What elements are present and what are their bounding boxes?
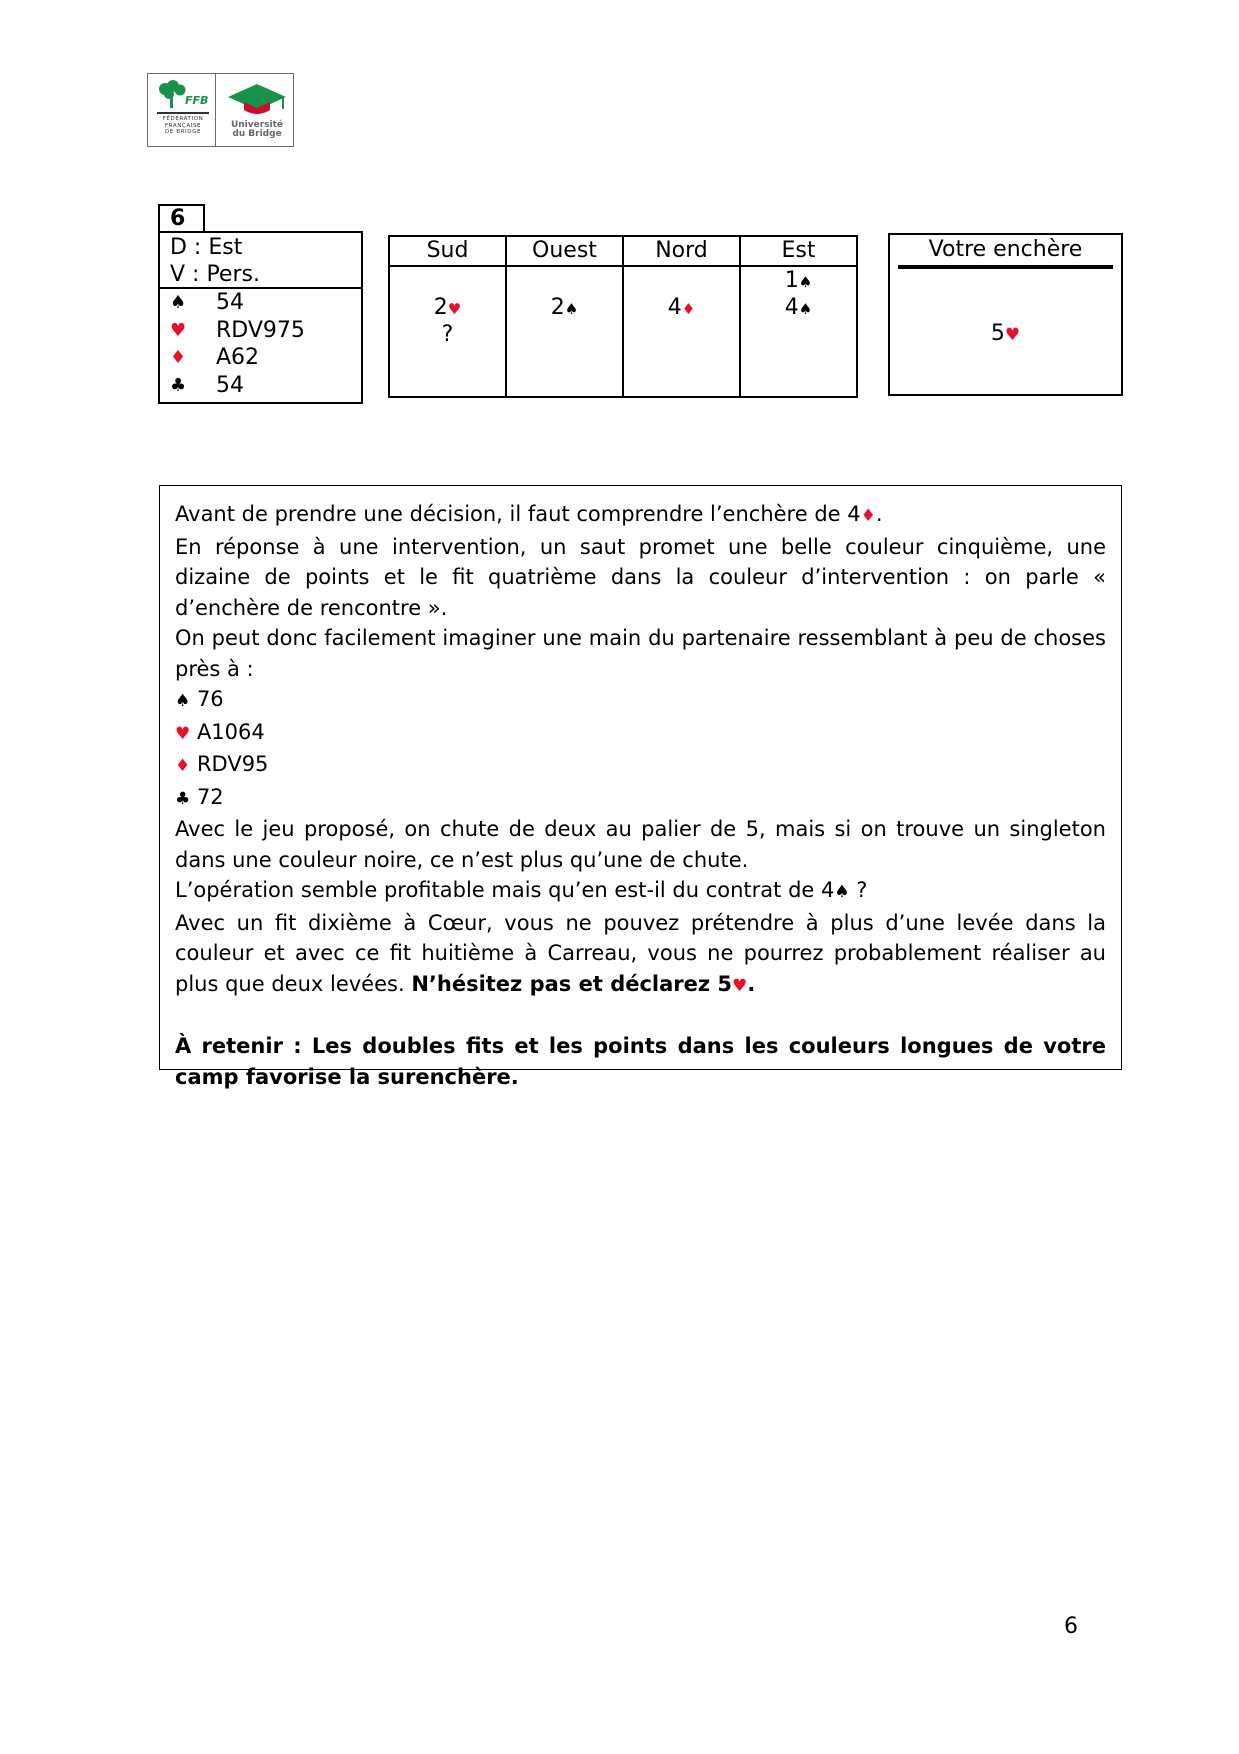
hand-row-diamonds bbox=[170, 344, 361, 372]
bid-level: 4 bbox=[784, 295, 799, 320]
tree-icon bbox=[156, 80, 188, 110]
commentary-text: Avec un fit dixième à Cœur, vous ne pouvez prétendre à plus d’une levée dans la couleur et avec ce fit huitième à Carreau, vous ne pourrez probablement réaliser au plus que deux levées. bbox=[175, 910, 1106, 996]
club-cards: 54 bbox=[216, 372, 244, 398]
partner-hand-row bbox=[175, 684, 1106, 717]
spade-icon: ♠ bbox=[834, 882, 850, 902]
diamond-icon: ♦ bbox=[860, 506, 876, 526]
bid-cell bbox=[507, 294, 622, 321]
deal-conditions bbox=[160, 233, 361, 289]
commentary-text: Avant de prendre une décision, il faut comprendre l’enchère de 4 bbox=[175, 502, 861, 526]
commentary-line: En réponse à une intervention, un saut promet une belle couleur cinquième, une dizaine de points et le fit quatrième dans la couleur d’intervention : on parle « d’enchère de rencontre ». bbox=[175, 534, 1106, 620]
bid-column-nord bbox=[624, 237, 741, 396]
bid-level: 5 bbox=[990, 321, 1005, 346]
university-logo bbox=[216, 74, 293, 146]
deal-number: 6 bbox=[158, 204, 205, 232]
conclusion bbox=[411, 972, 755, 996]
heart-icon: ♥ bbox=[175, 723, 191, 744]
conclusion-text: . bbox=[747, 971, 756, 996]
heart-icon: ♥ bbox=[447, 300, 462, 318]
university-line: Université bbox=[230, 120, 284, 130]
deal-box bbox=[158, 231, 363, 404]
ffb-logo bbox=[148, 74, 216, 146]
heart-icon: ♥ bbox=[732, 975, 748, 996]
diamond-cards: A62 bbox=[216, 345, 260, 370]
bid-header: Est bbox=[741, 237, 856, 267]
commentary-line: On peut donc facilement imaginer une main du partenaire ressemblant à peu de choses près à : bbox=[175, 626, 1106, 681]
heart-cards: RDV975 bbox=[216, 317, 305, 343]
retain-text: À retenir : Les doubles fits et les points dans les couleurs longues de votre camp favorise la surenchère. bbox=[175, 1034, 1106, 1089]
ffb-subtitle-line: FÉDÉRATION bbox=[162, 116, 204, 122]
spade-icon: ♠ bbox=[564, 300, 579, 318]
partner-hand-row bbox=[175, 717, 1106, 750]
university-name bbox=[220, 121, 294, 139]
diamond-icon: ♦ bbox=[175, 756, 191, 776]
diamond-icon: ♦ bbox=[681, 300, 696, 318]
bid-cell bbox=[741, 294, 856, 321]
hand-row-spades bbox=[170, 289, 361, 317]
logo-divider bbox=[157, 112, 209, 114]
hand-row-clubs bbox=[170, 372, 361, 400]
retain-note bbox=[175, 1031, 1106, 1092]
your-bid-title: Votre enchère bbox=[928, 237, 1083, 262]
bid-level: 2 bbox=[550, 295, 565, 320]
conclusion-text: N’hésitez pas et déclarez 5 bbox=[411, 971, 733, 996]
logo bbox=[147, 73, 294, 147]
hand-row-hearts bbox=[170, 317, 361, 345]
bid-column-est bbox=[741, 237, 856, 396]
commentary-line bbox=[175, 875, 1106, 908]
partner-cards: 72 bbox=[196, 784, 224, 809]
commentary-text: L’opération semble profitable mais qu’en est-il du contrat de 4 bbox=[175, 878, 835, 902]
bid-header: Sud bbox=[390, 237, 505, 267]
ffb-subtitle-line: FRANÇAISE bbox=[164, 122, 202, 129]
club-icon: ♣ bbox=[175, 788, 191, 809]
bid-header: Nord bbox=[624, 237, 739, 267]
bid-column-ouest bbox=[507, 237, 624, 396]
bid-cell bbox=[390, 267, 505, 294]
commentary-line bbox=[175, 908, 1106, 1002]
bid-cell bbox=[624, 294, 739, 321]
spade-icon: ♠ bbox=[175, 691, 191, 711]
spade-icon: ♠ bbox=[798, 300, 813, 318]
your-bid-answer bbox=[890, 321, 1121, 346]
ffb-subtitle-line: DE BRIDGE bbox=[164, 129, 202, 135]
commentary-box bbox=[159, 485, 1122, 1089]
ffb-subtitle bbox=[154, 116, 212, 136]
bidding-table bbox=[388, 235, 858, 398]
heart-icon: ♥ bbox=[170, 319, 187, 341]
university-line: du Bridge bbox=[232, 129, 282, 139]
partner-hand-row bbox=[175, 749, 1106, 782]
page-number: 6 bbox=[1064, 1614, 1078, 1639]
graduation-cap-icon bbox=[224, 82, 290, 120]
bid-column-sud bbox=[390, 237, 507, 396]
commentary-text: . bbox=[875, 502, 883, 526]
bid-level: 1 bbox=[784, 268, 799, 293]
bid-level: 4 bbox=[667, 295, 682, 320]
partner-cards: RDV95 bbox=[196, 752, 269, 776]
ffb-wordmark: FFB bbox=[185, 94, 209, 107]
bid-cell bbox=[507, 267, 622, 294]
diamond-icon: ♦ bbox=[170, 347, 187, 368]
partner-hand-row bbox=[175, 782, 1106, 815]
club-icon: ♣ bbox=[170, 374, 187, 396]
spade-cards: 54 bbox=[216, 290, 244, 315]
bid-cell bbox=[390, 294, 505, 321]
bid-header: Ouest bbox=[507, 237, 622, 267]
spade-icon: ♠ bbox=[798, 273, 813, 291]
bid-cell bbox=[624, 267, 739, 294]
bid-level: 2 bbox=[433, 295, 448, 320]
partner-cards: A1064 bbox=[196, 719, 265, 744]
your-bid-rule bbox=[898, 265, 1113, 269]
dealer: D : Est bbox=[170, 235, 243, 260]
bid-cell: ? bbox=[441, 322, 454, 347]
spade-icon: ♠ bbox=[170, 292, 187, 313]
heart-icon: ♥ bbox=[1004, 325, 1021, 345]
commentary-text: ? bbox=[849, 878, 868, 902]
partner-cards: 76 bbox=[196, 687, 224, 711]
south-hand bbox=[160, 289, 361, 399]
commentary-line bbox=[175, 499, 1106, 532]
your-bid-box bbox=[888, 233, 1123, 396]
spacer bbox=[175, 1001, 1106, 1031]
commentary-line: Avec le jeu proposé, on chute de deux au palier de 5, mais si on trouve un singleton dans une couleur noire, ce n’est plus qu’une de chute. bbox=[175, 817, 1106, 872]
vulnerability: V : Pers. bbox=[170, 262, 260, 287]
bid-cell bbox=[741, 267, 856, 294]
